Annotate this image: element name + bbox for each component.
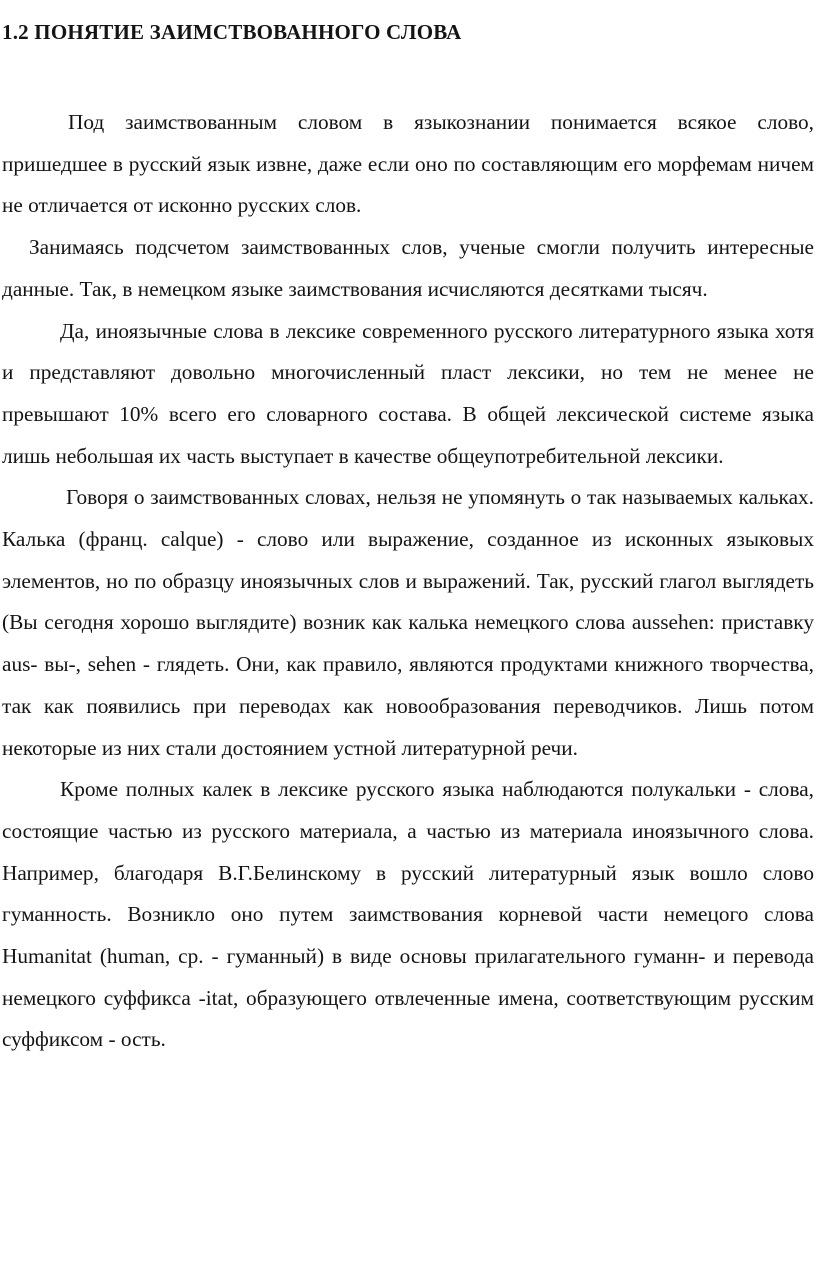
paragraph-2: Занимаясь подсчетом заимствованных слов, ученые смогли получить интересные данные. Так, в немецком языке заимствования исчисляются десятками тысяч. [2, 235, 814, 301]
section-heading: 1.2 ПОНЯТИЕ ЗАИМСТВОВАННОГО СЛОВА [2, 20, 462, 44]
paragraph-5: Кроме полных калек в лексике русского языка наблюдаются полукальки - слова, состоящие частью из русского материала, а частью из материала иноязычного слова. Например, благодаря В.Г.Белинскому в русский литературный язык вошло слово гуманность. Возникло оно путем заимствования корневой части немецого слова Humanitat (human, ср. - гуманный) в виде основы прилагательного гуманн- и перевода немецкого суффикса -itat, образующего отвлеченные имена, соответствующим русским суффиксом - ость. [2, 777, 814, 1052]
paragraph-1: Под заимствованным словом в языкознании понимается всякое слово, пришедшее в русский язык извне, даже если оно по составляющим его морфемам ничем не отличается от исконно русских слов. [2, 110, 814, 218]
paragraph-4: Говоря о заимствованных словах, нельзя не упомянуть о так называемых кальках. Калька (франц. calque) - слово или выражение, созданное из исконных языковых элементов, но по образцу иноязычных слов и выражений. Так, русский глагол выглядеть (Вы сегодня хорошо выглядите) возник как калька немецкого слова aussehen: приставку aus- вы-, sehen - глядеть. Они, как правило, являются продуктами книжного творчества, так как появились при переводах как новообразования переводчиков. Лишь потом некоторые из них стали достоянием устной литературной речи. [2, 485, 814, 760]
paragraph-3: Да, иноязычные слова в лексике современного русского литературного языка хотя и представляют довольно многочисленный пласт лексики, но тем не менее не превышают 10% всего его словарного состава. В общей лексической системе языка лишь небольшая их часть выступает в качестве общеупотребительной лексики. [2, 318, 814, 468]
document-body [2, 102, 814, 1061]
